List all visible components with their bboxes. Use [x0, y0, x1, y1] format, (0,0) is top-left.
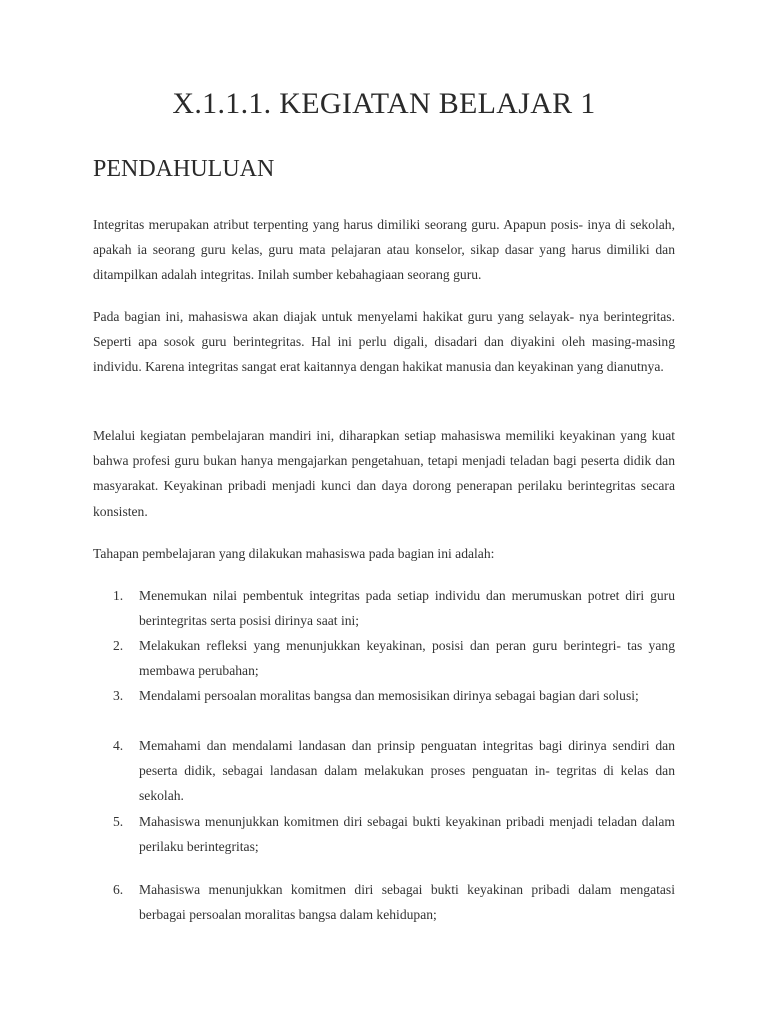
list-item-text: Memahami dan mendalami landasan dan prinsip penguatan integritas bagi dirinya sendiri dan peserta didik, sebagai landasan dalam melakukan proses penguatan in- tegritas di kelas dan sekolah. [139, 738, 675, 804]
document-title: X.1.1.1. KEGIATAN BELAJAR 1 [172, 87, 596, 120]
section-heading: PENDAHULUAN [93, 156, 275, 182]
list-item-text: Mahasiswa menunjukkan komitmen diri sebagai bukti keyakinan pribadi dalam mengatasi berbagai persoalan moralitas bangsa dalam kehidupan; [139, 882, 675, 923]
list-item-number: 4. [113, 738, 124, 753]
paragraph-3: Melalui kegiatan pembelajaran mandiri ini, diharapkan setiap mahasiswa memiliki keyakinan yang kuat bahwa profesi guru bukan hanya mengajarkan pengetahuan, tetapi menjadi teladan bagi peserta didik dan masyarakat. Keyakinan pribadi menjadi kunci dan daya dorong penerapan perilaku berintegritas secara konsisten. [93, 428, 675, 519]
list-item-text: Menemukan nilai pembentuk integritas pada setiap individu dan merumuskan potret diri guru berintegritas serta posisi dirinya saat ini; [139, 588, 675, 629]
paragraph-2: Pada bagian ini, mahasiswa akan diajak untuk menyelami hakikat guru yang selayak- nya berintegritas. Seperti apa sosok guru berintegritas. Hal ini perlu digali, disadari dan diyakini oleh masing-masing individu. Karena integritas sangat erat kaitannya dengan hakikat manusia dan keyakinan yang dianutnya. [93, 309, 675, 375]
paragraph-1: Integritas merupakan atribut terpenting yang harus dimiliki seorang guru. Apapun posis- inya di sekolah, apakah ia seorang guru kelas, guru mata pelajaran atau konselor, sikap dasar yang harus dimiliki dan ditampilkan adalah integritas. Inilah sumber kebahagiaan seorang guru. [93, 217, 675, 283]
paragraph-4: Tahapan pembelajaran yang dilakukan mahasiswa pada bagian ini adalah: [93, 546, 495, 561]
list-item-number: 1. [113, 588, 124, 603]
list-item-text: Melakukan refleksi yang menunjukkan keyakinan, posisi dan peran guru berintegri- tas yang membawa perubahan; [139, 638, 675, 679]
list-item-number: 3. [113, 688, 124, 703]
list-item-number: 5. [113, 814, 124, 829]
list-item-number: 2. [113, 638, 124, 653]
list-item-text: Mendalami persoalan moralitas bangsa dan memosisikan dirinya sebagai bagian dari solusi; [139, 688, 639, 703]
list-item-text: Mahasiswa menunjukkan komitmen diri sebagai bukti keyakinan pribadi menjadi teladan dalam perilaku berintegritas; [139, 814, 675, 855]
list-item-number: 6. [113, 882, 124, 897]
